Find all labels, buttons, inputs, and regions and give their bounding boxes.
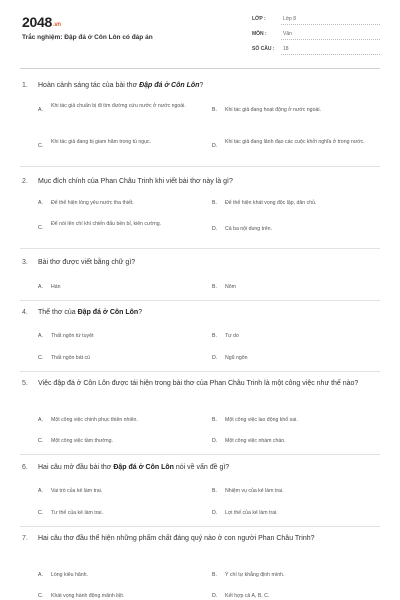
meta-label: MÔN : bbox=[252, 31, 267, 37]
logo-suffix: .vn bbox=[52, 22, 61, 28]
divider bbox=[20, 454, 380, 455]
question-text: Mục đích chính của Phan Châu Trinh khi viết bài thơ này là gì? bbox=[38, 178, 233, 185]
meta-count bbox=[252, 46, 380, 55]
header-divider bbox=[20, 68, 380, 69]
divider bbox=[20, 371, 380, 372]
question-number: 6. bbox=[22, 464, 28, 471]
logo-text: 2048 bbox=[22, 14, 52, 30]
question-text: Hai câu mở đầu bài thơ Đập đá ở Côn Lôn nói về vấn đề gì? bbox=[38, 464, 230, 471]
meta-value: Văn bbox=[283, 31, 292, 37]
meta-value: Lớp 8 bbox=[283, 16, 297, 22]
question-number: 4. bbox=[22, 309, 28, 316]
question-text: Hai câu thơ đầu thể hiện những phẩm chất đáng quý nào ở con người Phan Châu Trinh? bbox=[38, 535, 315, 542]
question-text: Việc đập đá ở Côn Lôn được tái hiện trong bài thơ của Phan Châu Trinh là một công việc như thế nào? bbox=[38, 380, 359, 387]
site-logo[interactable] bbox=[22, 14, 61, 30]
meta-label: LỚP : bbox=[252, 16, 266, 22]
question-text: Thể thơ của Đập đá ở Côn Lôn? bbox=[38, 309, 143, 316]
divider bbox=[20, 300, 380, 301]
question-number: 7. bbox=[22, 535, 28, 542]
question-number: 5. bbox=[22, 380, 28, 387]
divider bbox=[20, 248, 380, 249]
meta-grade bbox=[252, 16, 380, 25]
meta-label: SỐ CÂU : bbox=[252, 46, 275, 52]
page-header bbox=[0, 0, 400, 66]
question-text: Bài thơ được viết bằng chữ gì? bbox=[38, 259, 136, 266]
meta-subject bbox=[252, 31, 380, 40]
question-number: 2. bbox=[22, 178, 28, 185]
divider bbox=[20, 526, 380, 527]
question-number: 3. bbox=[22, 259, 28, 266]
quiz-title: Trắc nghiệm: Đập đá ở Côn Lôn có đáp án bbox=[22, 34, 153, 41]
question-number: 1. bbox=[22, 82, 28, 89]
meta-value: 18 bbox=[283, 46, 289, 52]
question-text: Hoàn cảnh sáng tác của bài thơ Đập đá ở Côn Lôn? bbox=[38, 82, 204, 89]
divider bbox=[20, 166, 380, 167]
